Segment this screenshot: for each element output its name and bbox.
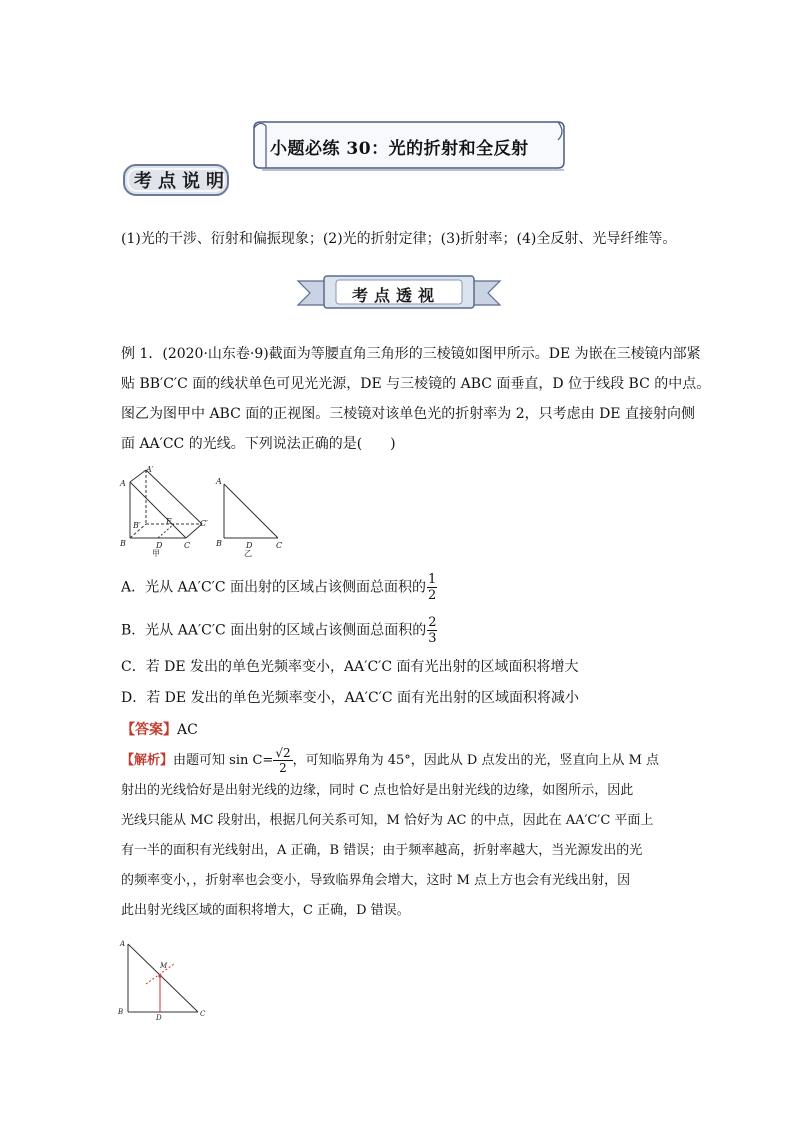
- option-b: [121, 615, 437, 646]
- fig1-caption-jia: 甲: [152, 549, 160, 558]
- option-d: D．若 DE 发出的单色光频率变小，AA′C′C 面有光出射的区域面积将减小: [121, 690, 580, 706]
- intro-text: (1)光的干涉、衍射和偏振现象；(2)光的折射定律；(3)折射率；(4)全反射、光导纤维等。: [121, 231, 677, 247]
- fig2a-label-A: A: [216, 477, 222, 486]
- example-line-1: 例 1．(2020·山东卷·9)截面为等腰直角三角形的三棱镜如图甲所示。DE 为嵌在三棱镜内部紧: [121, 346, 701, 362]
- option-b-numerator: 2: [428, 615, 437, 630]
- fig2-label-D: D: [156, 1014, 162, 1020]
- analysis-block: [121, 746, 681, 926]
- example-line-3: 图乙为图甲中 ABC 面的正视图。三棱镜对该单色光的折射率为 2，只考虑由 DE 直接射向侧: [121, 406, 695, 422]
- solution-figure: [116, 938, 212, 1020]
- fig1-label-B: B: [120, 539, 126, 548]
- sqrt-denominator: 2: [279, 761, 287, 775]
- fig1-label-B-prime: B′: [133, 521, 141, 530]
- prism-figure-jia-yi: [116, 464, 292, 558]
- option-b-fraction: [427, 615, 437, 646]
- option-c: C．若 DE 发出的单色光频率变小，AA′C′C 面有光出射的区域面积将增大: [121, 659, 579, 675]
- analysis-line-2: 射出的光线恰好是出射光线的边缘，同时 C 点也恰好是出射光线的边缘，如图所示，因此: [121, 783, 634, 798]
- fig2-label-M: M: [160, 962, 168, 970]
- answer-line: [121, 719, 198, 739]
- fig2a-label-B: B: [216, 539, 222, 548]
- answer-value: AC: [177, 722, 198, 738]
- analysis-line-3: 光线只能从 MC 段射出，根据几何关系可知，M 恰好为 AC 的中点，因此在 AA′C′C 平面上: [121, 813, 654, 828]
- fig1-label-C: C: [184, 541, 191, 550]
- analysis-line-1-post: ，可知临界角为 45°，因此从 D 点发出的光，竖直向上从 M 点: [292, 753, 660, 768]
- page-title: 小题必练 30：光的折射和全反射: [270, 139, 529, 159]
- analysis-line-5: 的频率变小，，折射率也会变小，导致临界角会增大，这时 M 点上方也会有光线出射，因: [121, 873, 631, 888]
- analysis-line-1: [121, 746, 681, 776]
- fig1-label-A: A: [120, 479, 126, 488]
- example-line-2: 贴 BB′C′C 面的线状单色可见光光源，DE 与三棱镜的 ABC 面垂直，D 位于线段 BC 的中点。: [121, 376, 711, 392]
- fig1-label-C-prime: C′: [200, 519, 208, 528]
- fig1-label-A-prime: A′: [146, 465, 154, 474]
- fig1-label-E: E: [166, 517, 172, 526]
- option-b-denominator: 3: [428, 631, 437, 646]
- answer-tag: 【答案】: [121, 722, 177, 738]
- option-a: [121, 572, 437, 603]
- fig2-label-A: A: [120, 940, 126, 948]
- fig1-label-D: D: [156, 541, 163, 550]
- sqrt-fraction: [273, 746, 292, 775]
- option-a-denominator: 2: [428, 588, 437, 603]
- fig2-label-C: C: [200, 1010, 206, 1018]
- option-a-text: A．光从 AA′C′C 面出射的区域占该侧面总面积的: [121, 579, 427, 596]
- analysis-line-1-pre: 由题可知 sin C=: [173, 753, 274, 768]
- option-a-fraction: [427, 572, 437, 603]
- sqrt-numerator: √2: [275, 746, 291, 760]
- analysis-line-4: 有一半的面积有光线射出，A 正确，B 错误；由于频率越高，折射率越大，当光源发出的光: [121, 843, 643, 858]
- example-question: [121, 339, 711, 459]
- fig2a-label-D: D: [246, 541, 253, 550]
- analysis-line-6: 此出射光线区域的面积将增大，C 正确，D 错误。: [121, 903, 410, 918]
- fig2a-label-C: C: [276, 541, 283, 550]
- section-ribbon-kaodian-toushi: 考点透视: [352, 286, 441, 305]
- analysis-tag: 【解析】: [121, 753, 174, 768]
- fig1-caption-yi: 乙: [244, 549, 252, 558]
- example-line-4: 面 AA′CC 的光线。下列说法正确的是( ): [121, 436, 396, 452]
- fig2-label-B: B: [118, 1008, 124, 1016]
- option-a-numerator: 1: [428, 572, 437, 587]
- section-badge-kaodian-shuoming: 考点说明: [134, 171, 230, 192]
- option-b-text: B．光从 AA′C′C 面出射的区域占该侧面总面积的: [121, 622, 427, 639]
